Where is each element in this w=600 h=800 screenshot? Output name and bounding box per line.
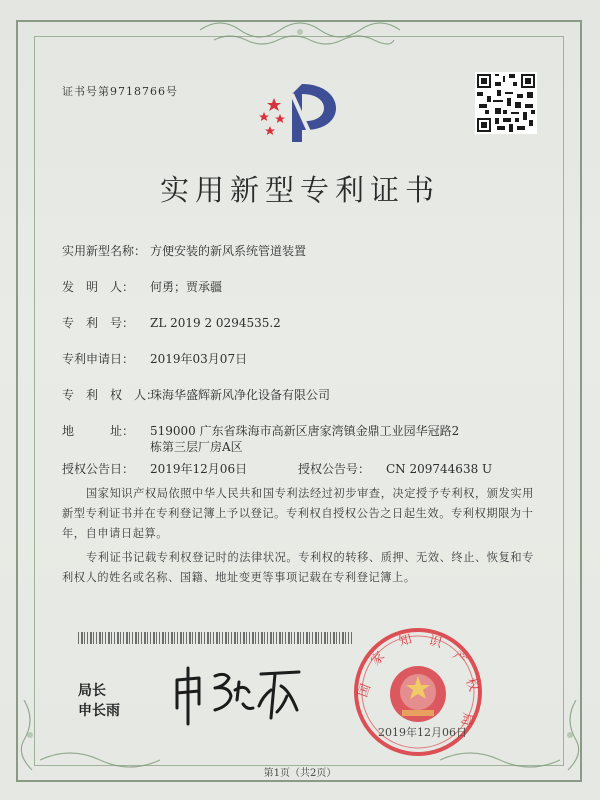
- field-inventor: [62, 278, 222, 295]
- field-value: 珠海华盛辉新风净化设备有限公司: [150, 388, 331, 402]
- patent-office-logo-icon: [252, 76, 348, 146]
- field-value: 何勇；贾承疆: [150, 280, 223, 294]
- field-value: 2019年12月06日: [150, 462, 248, 476]
- statement-paragraph-2: 专利证书记载专利权登记时的法律状况。专利权的转移、质押、无效、终止、恢复和专利权人的姓名或名称、国籍、地址变更等事项记载在专利登记簿上。: [62, 551, 534, 584]
- svg-text:权: 权: [462, 676, 481, 694]
- statement-paragraph-1: 国家知识产权局依照中华人民共和国专利法经过初步审查，决定授予专利权，颁发实用新型专利证书并在专利登记簿上予以登记。专利权自授权公告之日起生效。专利权期限为十年，自申请日起算。: [62, 487, 534, 540]
- field-address: [62, 422, 459, 439]
- field-label: 授权公告号：: [298, 462, 371, 476]
- svg-text:识: 识: [426, 633, 444, 652]
- field-value: 方便安装的新风系统管道装置: [150, 244, 307, 258]
- field-patent-number: [62, 314, 281, 331]
- field-value: ZL 2019 2 0294535.2: [150, 316, 281, 330]
- field-value: 519000 广东省珠海市高新区唐家湾镇金鼎工业园华冠路2: [150, 424, 460, 438]
- field-value: 栋第三层厂房A区: [150, 440, 243, 454]
- barcode: [78, 632, 352, 644]
- svg-text:家: 家: [368, 649, 389, 669]
- svg-text:国: 国: [355, 682, 375, 700]
- certificate-number: 证书号第9718766号: [62, 85, 178, 98]
- field-label: 实用新型名称：: [62, 244, 147, 258]
- field-grant-number: [298, 460, 492, 477]
- field-label: 发 明 人：: [62, 280, 135, 294]
- qr-code-icon: [475, 72, 537, 134]
- signature-title: 局长: [78, 683, 106, 699]
- certificate-title: 实用新型专利证书: [159, 173, 440, 207]
- svg-text:产: 产: [449, 648, 469, 669]
- field-label: 专 利 号：: [62, 316, 135, 330]
- handwritten-signature-icon: [165, 660, 315, 730]
- svg-text:知: 知: [397, 632, 414, 650]
- field-address-line2: [150, 438, 243, 455]
- field-application-date: [62, 350, 247, 367]
- page-number: 第1页（共2页）: [263, 768, 337, 779]
- field-value: CN 209744638 U: [386, 462, 493, 476]
- field-patentee: [62, 386, 330, 403]
- field-utility-model-name: [62, 242, 306, 259]
- field-grant-date: [62, 460, 247, 477]
- field-label: 专利申请日：: [62, 352, 135, 366]
- field-value: 2019年03月07日: [150, 352, 248, 366]
- field-label: 专 利 权 人：: [62, 388, 159, 402]
- field-label: 授权公告日：: [62, 462, 135, 476]
- field-label: 地 址：: [62, 424, 135, 438]
- seal-date: 2019年12月06日: [378, 726, 467, 739]
- svg-text:局: 局: [457, 711, 475, 727]
- signature-name: 申长雨: [78, 703, 120, 719]
